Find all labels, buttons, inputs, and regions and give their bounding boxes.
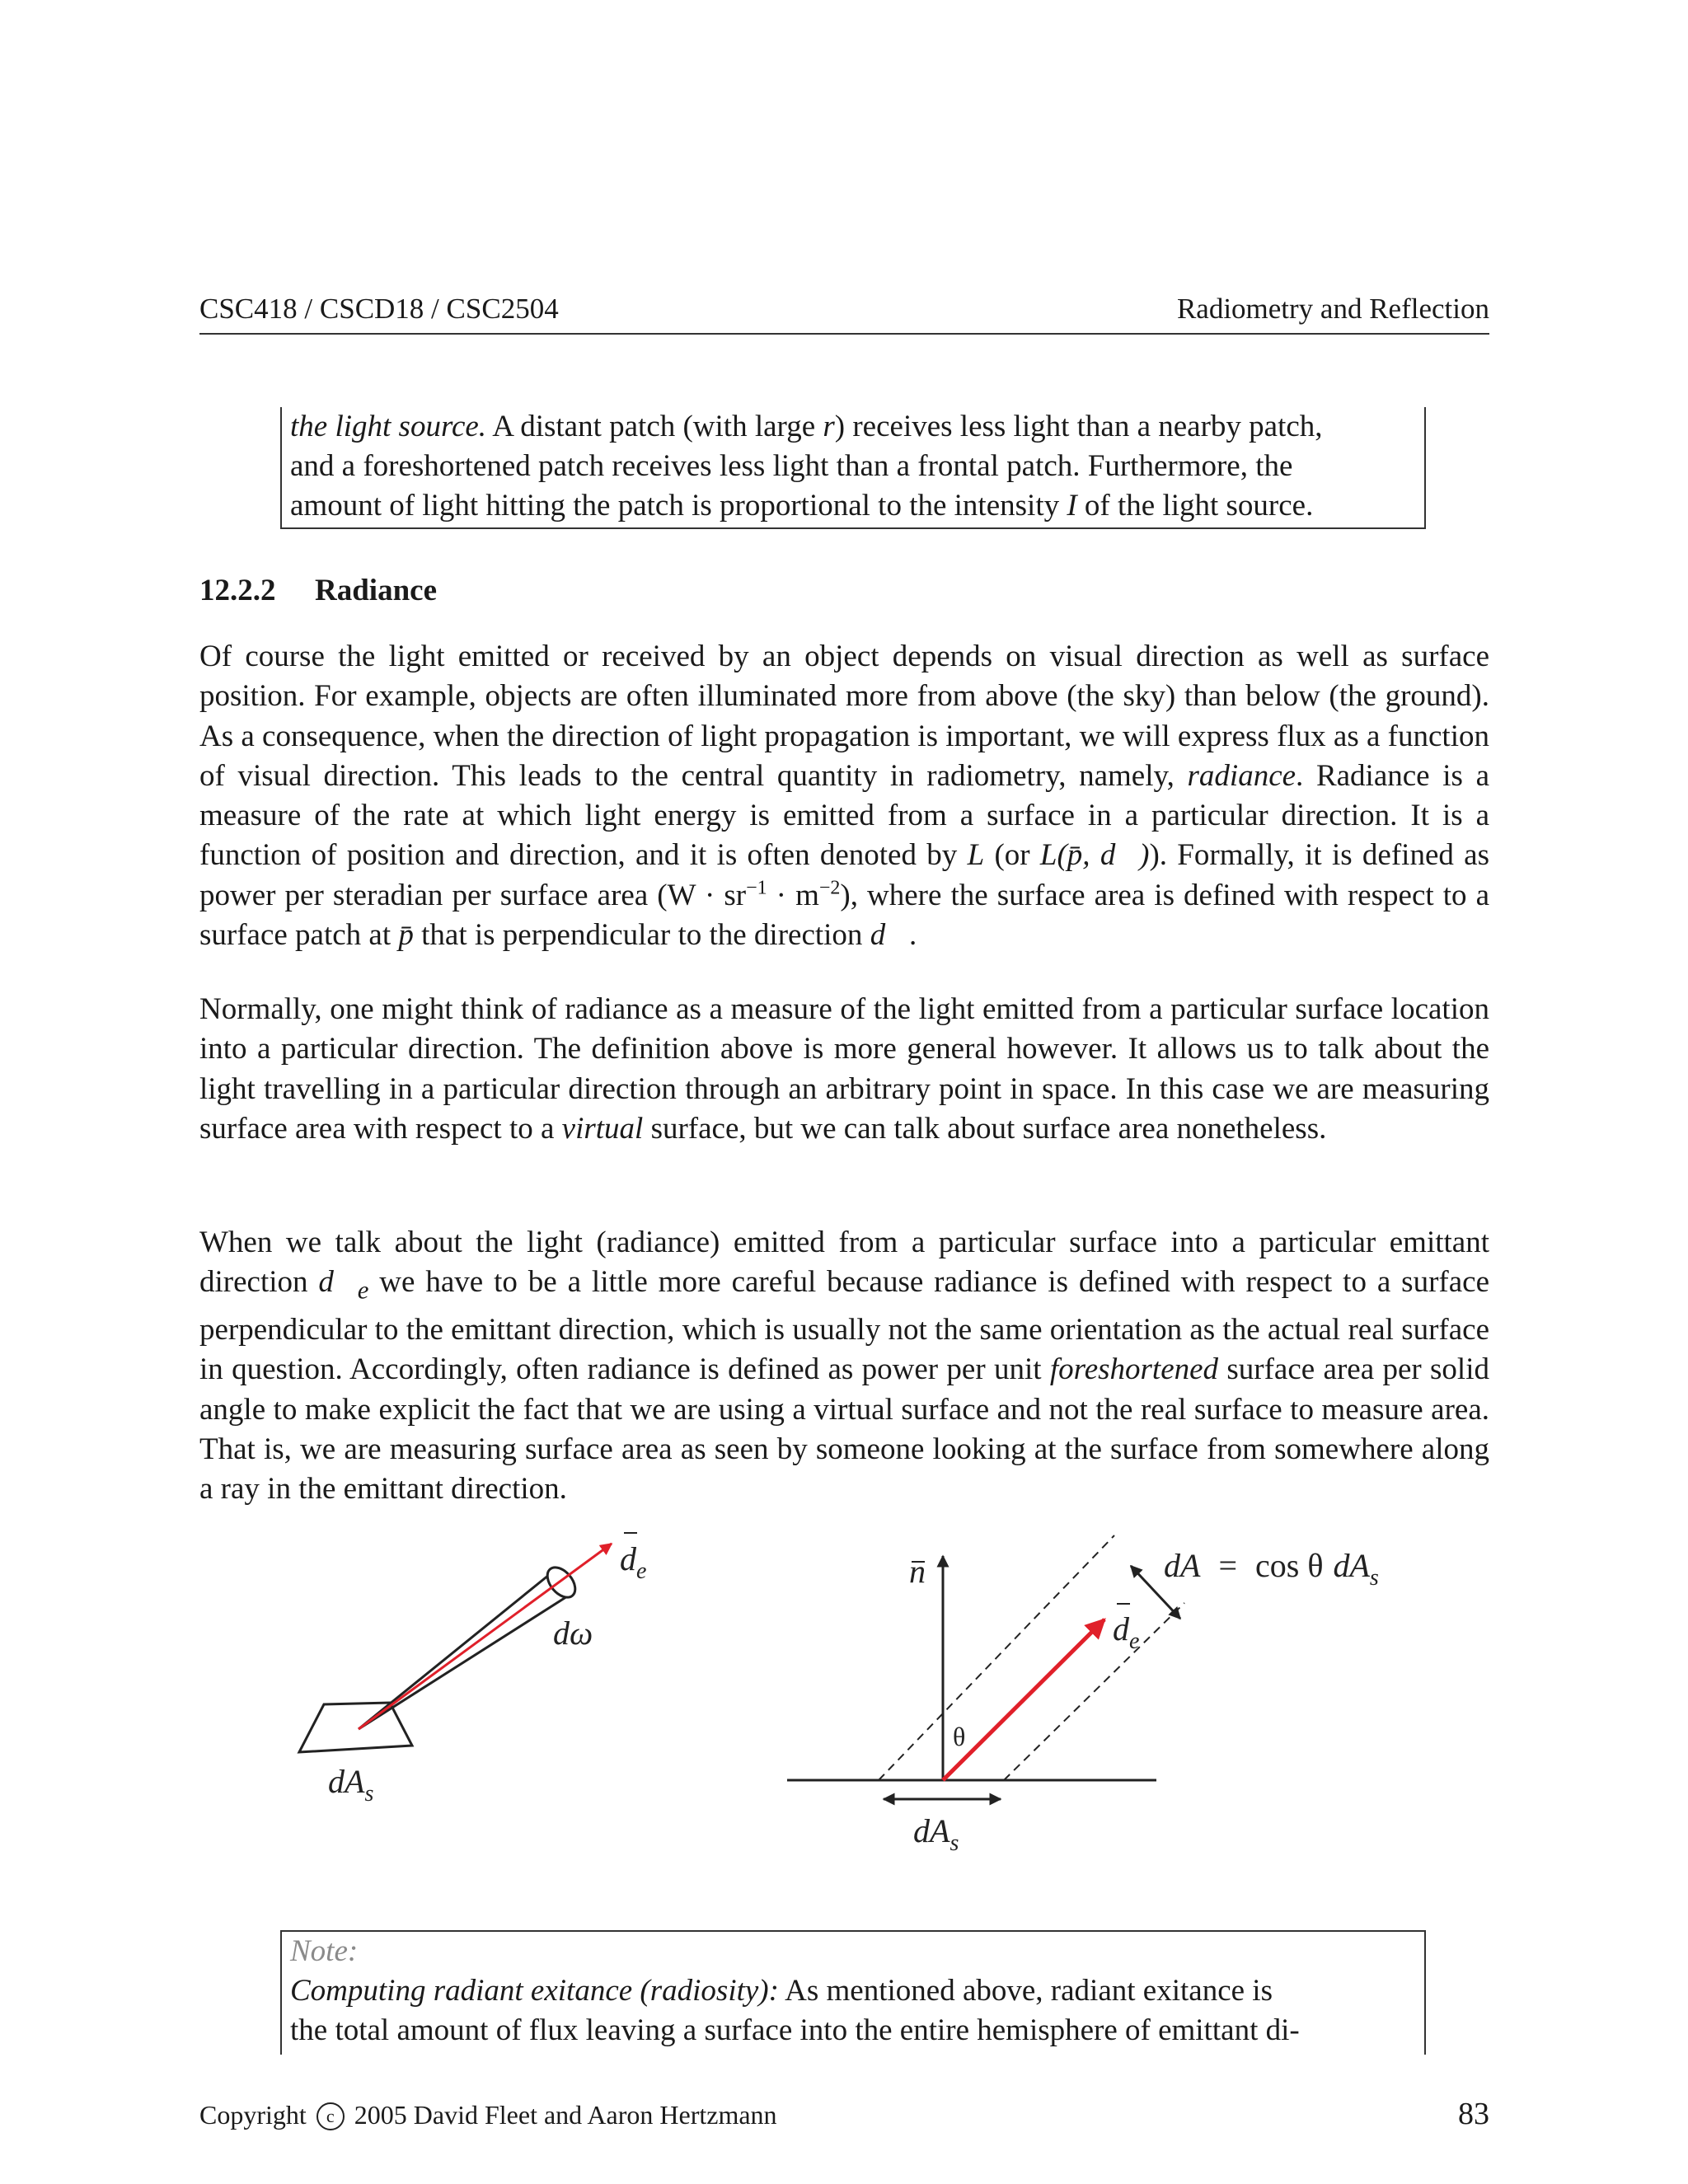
- section-title: Radiance: [315, 574, 437, 607]
- section-number: 12.2.2: [199, 574, 276, 607]
- theta-label: θ: [953, 1722, 966, 1751]
- box-lead-italic: the light source.: [290, 410, 487, 443]
- cone-opening: [542, 1563, 581, 1603]
- domega-label: dω: [553, 1615, 593, 1652]
- radiance-figure: [0, 1516, 1688, 1879]
- running-header-chapter: Radiometry and Reflection: [1176, 293, 1489, 325]
- paragraph-virtual-surface: Normally, one might think of radiance as a measure of the light emitted from a particular surface location into a particular direction. The definition above is more general however. It allows us to talk about the light travelling in a particular direction through an arbitrary point in space. In this case we are measuring surface area with respect to a virtual surface, but we can talk about surface area nonetheless.: [199, 992, 1489, 1146]
- emittant-direction-arrow-right: [943, 1619, 1104, 1780]
- box-line-1: the light source. A distant patch (with large r) receives less light than a nearby patch,: [290, 410, 1323, 443]
- term-virtual: virtual: [561, 1111, 644, 1146]
- note-label: Note:: [290, 1934, 359, 1968]
- cone-edge-top: [359, 1575, 549, 1729]
- note-line-1: Computing radiant exitance (radiosity): As mentioned above, radiant exitance is: [290, 1974, 1273, 2008]
- section-heading: [199, 573, 437, 608]
- copyright-footer: Copyright c 2005 David Fleet and Aaron Hertzmann: [199, 2100, 777, 2130]
- de-label-left: $d_e$: [620, 1540, 647, 1584]
- box-line-3: amount of light hitting the patch is proportional to the intensity I of the light source.: [290, 489, 1314, 523]
- page-number: 83: [1458, 2097, 1489, 2131]
- right-diagram: [787, 1535, 1379, 1856]
- header-rule: [199, 333, 1489, 335]
- left-diagram: [299, 1533, 646, 1807]
- cone-edge-bottom: [359, 1592, 574, 1729]
- note-title: Computing radiant exitance (radiosity):: [290, 1974, 779, 2008]
- surface-patch: [299, 1703, 412, 1752]
- box-line-2: and a foreshortened patch receives less light than a frontal patch. Furthermore, the: [290, 449, 1293, 483]
- paragraph-foreshortened: When we talk about the light (radiance) emitted from a particular surface into a particular emittant direction $d⃗_e$ we have to be a little more careful because radiance is defined with respect to a surface perpendicular to the emittant direction, which is usually not the same orientation as the actual real surface in question. Accordingly, often radiance is defined as power per unit foreshortened surface area per solid angle to make explicit the fact that we are using a virtual surface and not the real surface to measure area. That is, we are measuring surface area as seen by someone looking at the surface from somewhere along a ray in the emittant direction.: [199, 1226, 1489, 1507]
- term-radiance: radiance: [1187, 758, 1296, 793]
- das-label-right: $dA_s$: [913, 1812, 959, 1856]
- paragraph-radiance-definition: Of course the light emitted or received by an object depends on visual direction as well as surface position. For example, objects are often illuminated more from above (the sky) than below (the ground). As a consequence, when the direction of light propagation is important, we will express flux as a function of visual direction. This leads to the central quantity in radiometry, namely, radiance. Radiance is a measure of the rate at which light energy is emitted from a surface in a particular direction. It is a function of position and direction, and it is often denoted by L (or L(p̄, d⃗)). Formally, it is defined as power per steradian per surface area $(W \cdot sr^{-1} \cdot m^{-2})$, where the surface area is defined with respect to a surface patch at p̄ that is perpendicular to the direction d⃗.: [199, 640, 1490, 953]
- term-foreshortened: foreshortened: [1049, 1352, 1219, 1387]
- note-line-2: the total amount of flux leaving a surface into the entire hemisphere of emittant di-: [290, 2013, 1300, 2047]
- equation-da-cos: dA = cos θ $dA_s$: [1164, 1547, 1379, 1591]
- copyright-icon: c: [316, 2102, 345, 2130]
- running-header-course: CSC418 / CSCD18 / CSC2504: [199, 293, 559, 325]
- normal-label: n: [909, 1553, 926, 1590]
- boxed-note-continuation: [280, 407, 1426, 529]
- de-label-right: $d_e$: [1113, 1610, 1140, 1654]
- das-label-left: $dA_s$: [328, 1763, 374, 1807]
- note-box-radiosity: [280, 1930, 1426, 2055]
